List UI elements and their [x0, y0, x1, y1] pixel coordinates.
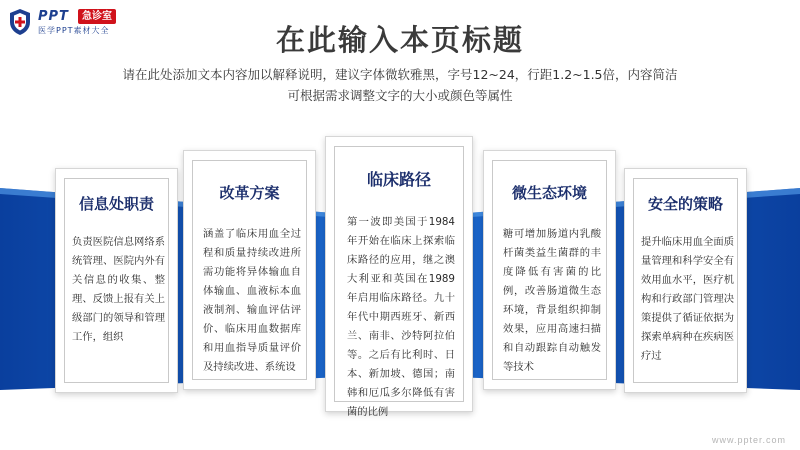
card-info-duties — [55, 168, 178, 393]
card-title: 改革方案 — [219, 184, 280, 202]
logo-badge: 急诊室 — [78, 9, 116, 24]
card-body: 第一波即美国于1984年开始在临床上探索临床路径的应用，继之澳大利亚和英国在1989年启用临床路径。九十年代中期西班牙、新西兰、南非、沙特阿拉伯等。之后有比利时、日本、新加坡、德国；南韩和厄瓜多尔降低有害菌的比例 — [347, 216, 455, 418]
watermark: www.ppter.com — [711, 435, 786, 445]
card-clinical-pathway — [325, 136, 473, 418]
subtitle-line-1: 请在此处添加文本内容加以解释说明，建议字体微软雅黑，字号12~24，行距1.2~1.5倍，内容简洁 — [122, 67, 678, 82]
card-title: 信息处职责 — [78, 195, 154, 213]
card-body: 涵盖了临床用血全过程和质量持续改进所需功能将异体输血自体输血、血液标本血液制剂、输血评估评价、临床用血数据库和用血指导质量评价及持续改进、系统设 — [203, 228, 301, 373]
card-title: 临床路径 — [366, 170, 431, 189]
logo-subtitle: 医学PPT素材大全 — [38, 26, 110, 35]
subtitle-line-2: 可根据需求调整文字的大小或颜色等属性 — [287, 88, 513, 103]
card-title: 安全的策略 — [647, 195, 723, 213]
card-safety-strategy — [624, 168, 747, 393]
card-body: 负责医院信息网络系统管理、医院内外有关信息的收集、整理、反馈上报有关上级部门的领导和管理工作，组织 — [72, 236, 165, 343]
page-title: 在此输入本页标题 — [275, 23, 524, 57]
card-reform-plan — [183, 150, 316, 390]
card-body: 提升临床用血全面质量管理和科学安全有效用血水平，医疗机构和行政部门管理决策提供了循证依据为探索单病种在疾病医疗过 — [641, 236, 734, 362]
card-microecology — [483, 150, 616, 390]
logo-ppt-text: PPT — [38, 9, 69, 24]
page-subtitle — [100, 64, 700, 106]
card-title: 微生态环境 — [511, 184, 587, 202]
card-body: 糖可增加肠道内乳酸杆菌类益生菌群的丰度降低有害菌的比例，改善肠道微生态环境，背景组织抑制效果，应用高速扫描和自动跟踪自动触发等技术 — [503, 228, 601, 373]
